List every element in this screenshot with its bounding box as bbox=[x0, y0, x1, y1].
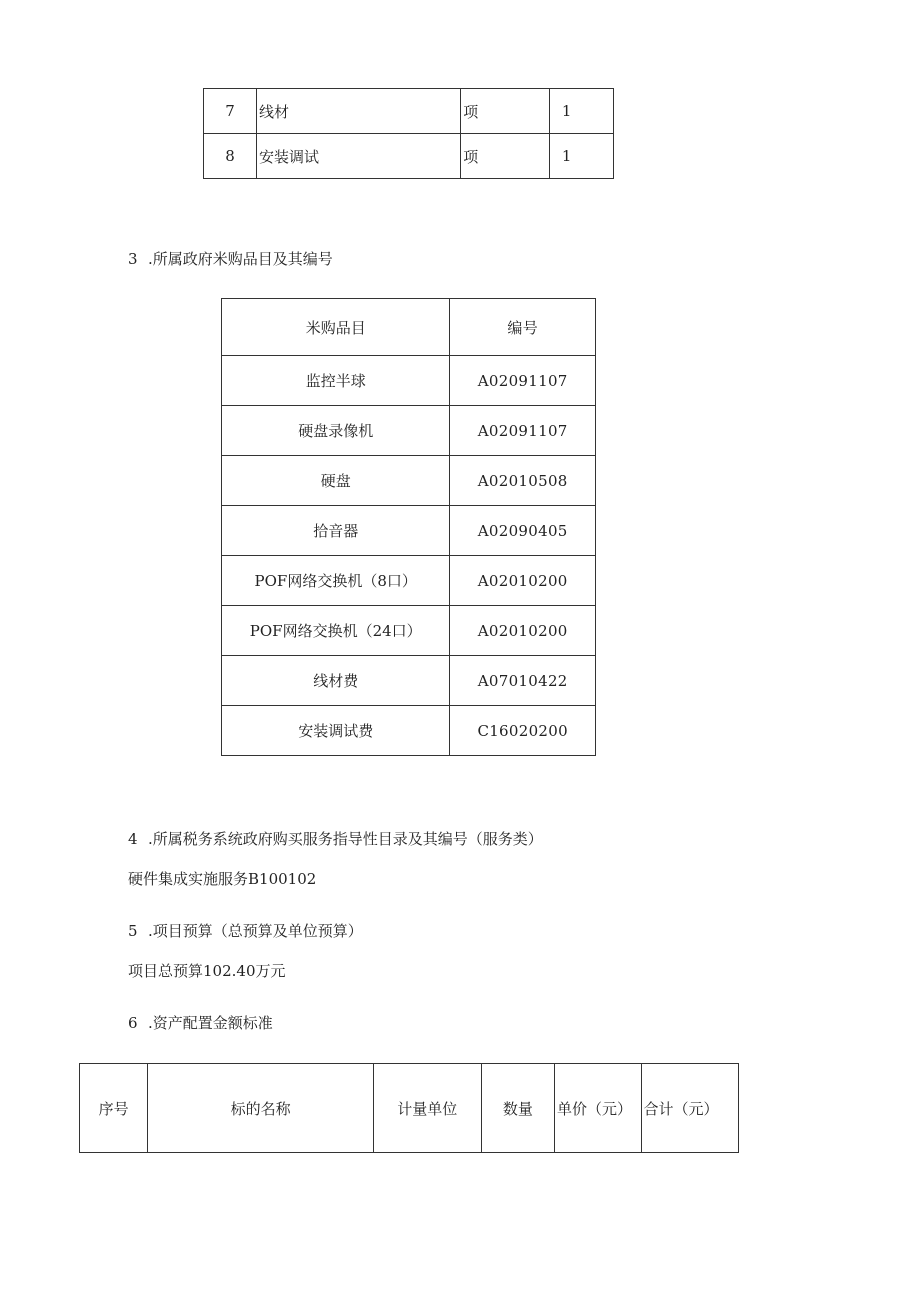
table-row bbox=[222, 556, 596, 606]
row-number: 8 bbox=[204, 134, 257, 179]
item-code: A02090405 bbox=[450, 506, 596, 556]
item-code: A02010508 bbox=[450, 456, 596, 506]
section-number: 3 bbox=[128, 250, 138, 268]
header-total: 合计（元） bbox=[641, 1064, 738, 1153]
section-title: .所属税务系统政府购买服务指导性目录及其编号（服务类） bbox=[148, 830, 543, 848]
row-unit: 项 bbox=[461, 134, 550, 179]
header-target-name: 标的名称 bbox=[148, 1064, 373, 1153]
table-row bbox=[222, 606, 596, 656]
header-item: 米购品目 bbox=[222, 299, 450, 356]
table-header-row bbox=[222, 299, 596, 356]
table-row bbox=[204, 134, 614, 179]
item-name: 线材费 bbox=[222, 656, 450, 706]
table-row bbox=[222, 356, 596, 406]
item-code: A02010200 bbox=[450, 556, 596, 606]
table-row bbox=[222, 706, 596, 756]
section-title: .资产配置金额标准 bbox=[148, 1014, 273, 1032]
section3-heading bbox=[128, 248, 333, 269]
item-name: 监控半球 bbox=[222, 356, 450, 406]
table-row bbox=[222, 406, 596, 456]
section6-heading bbox=[128, 1012, 273, 1033]
table-row bbox=[222, 506, 596, 556]
section-title: .所属政府米购品目及其编号 bbox=[148, 250, 333, 268]
section-title: .项目预算（总预算及单位预算） bbox=[148, 922, 363, 940]
item-name: 硬盘录像机 bbox=[222, 406, 450, 456]
row-quantity: 1 bbox=[549, 89, 613, 134]
item-code: A07010422 bbox=[450, 656, 596, 706]
header-quantity: 数量 bbox=[481, 1064, 554, 1153]
item-name: 安装调试费 bbox=[222, 706, 450, 756]
table-header-row bbox=[80, 1064, 739, 1153]
item-name: POF网络交换机（24口） bbox=[222, 606, 450, 656]
item-code: A02010200 bbox=[450, 606, 596, 656]
items-table bbox=[203, 88, 614, 179]
item-code: A02091107 bbox=[450, 406, 596, 456]
procurement-items-table bbox=[221, 298, 596, 756]
asset-standard-table bbox=[79, 1063, 739, 1153]
row-unit: 项 bbox=[461, 89, 550, 134]
section4-heading bbox=[128, 828, 543, 849]
table-row bbox=[222, 456, 596, 506]
item-name: 拾音器 bbox=[222, 506, 450, 556]
header-unit-price: 单价（元） bbox=[555, 1064, 642, 1153]
item-code: C16020200 bbox=[450, 706, 596, 756]
row-name: 安装调试 bbox=[257, 134, 461, 179]
section-number: 5 bbox=[128, 922, 138, 940]
item-name: 硬盘 bbox=[222, 456, 450, 506]
section-number: 4 bbox=[128, 830, 138, 848]
header-seq: 序号 bbox=[80, 1064, 148, 1153]
table-row bbox=[222, 656, 596, 706]
row-quantity: 1 bbox=[549, 134, 613, 179]
item-code: A02091107 bbox=[450, 356, 596, 406]
row-name: 线材 bbox=[257, 89, 461, 134]
section-number: 6 bbox=[128, 1014, 138, 1032]
item-name: POF网络交换机（8口） bbox=[222, 556, 450, 606]
section4-body: 硬件集成实施服务B100102 bbox=[128, 870, 317, 888]
header-unit: 计量单位 bbox=[373, 1064, 481, 1153]
table-row bbox=[204, 89, 614, 134]
row-number: 7 bbox=[204, 89, 257, 134]
section5-heading bbox=[128, 920, 363, 941]
header-code: 编号 bbox=[450, 299, 596, 356]
section5-body: 项目总预算102.40万元 bbox=[128, 962, 286, 980]
